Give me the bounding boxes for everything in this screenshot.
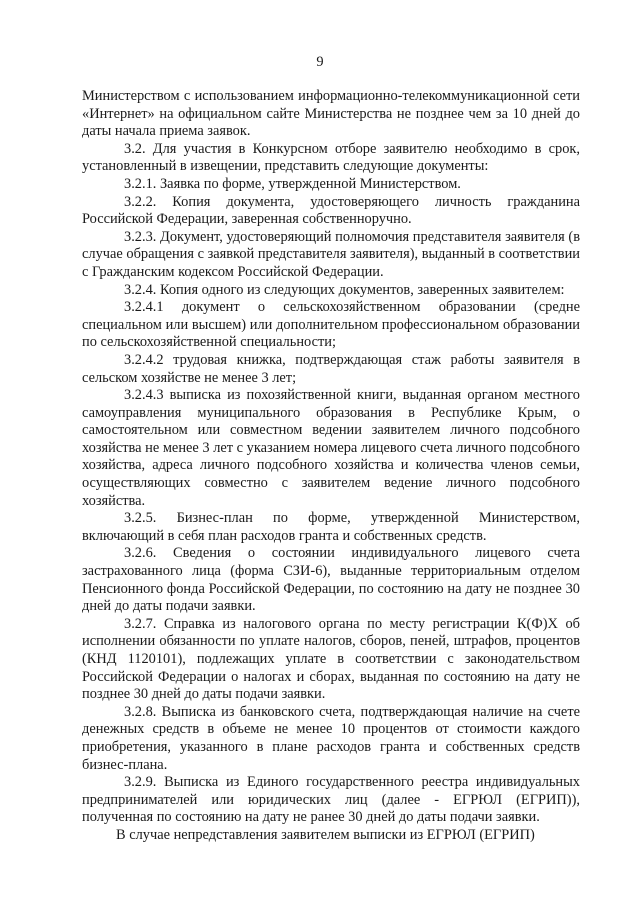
paragraph: 3.2.4.2 трудовая книжка, подтверждающая стаж работы заявителя в сельском хозяйстве не менее 3 лет;: [82, 351, 580, 386]
paragraph: 3.2.4. Копия одного из следующих документов, заверенных заявителем:: [124, 281, 565, 298]
paragraph: 3.2.1. Заявка по форме, утвержденной Министерством.: [124, 175, 461, 192]
paragraph: 3.2.5. Бизнес-план по форме, утвержденной Министерством, включающий в себя план расходов гранта и собственных средств.: [82, 510, 580, 544]
paragraph: 3.2.2. Копия документа, удостоверяющего личность гражданина Российской Федерации, заверенная собственноручно.: [82, 193, 580, 228]
paragraph: 3.2. Для участия в Конкурсном отборе заявителю необходимо в срок, установленный в извещении, представить следующие документы:: [82, 140, 580, 175]
document-body: [82, 88, 580, 845]
paragraph: В случае непредставления заявителем выписки из ЕГРЮЛ (ЕГРИП): [116, 826, 535, 843]
paragraph: 3.2.3. Документ, удостоверяющий полномочия представителя заявителя (в случае обращения с заявкой представителя заявителя), выданный в соответствии с Гражданским кодексом Российской Федерации.: [82, 228, 580, 280]
page-number: 9: [316, 54, 324, 70]
paragraph: 3.2.8. Выписка из банковского счета, подтверждающая наличие на счете денежных средств в объеме не менее 10 процентов от стоимости каждого приобретения, указанного в плане расходов гранта и собственных средств бизнес-плана.: [82, 703, 580, 773]
paragraph: Министерством с использованием информационно-телекоммуникационной сети «Интернет» на официальном сайте Министерства не позднее чем за 10 дней до даты начала приема заявок.: [82, 88, 580, 140]
paragraph: 3.2.7. Справка из налогового органа по месту регистрации К(Ф)Х об исполнении обязанности по уплате налогов, сборов, пеней, штрафов, процентов (КНД 1120101), подлежащих уплате в соответствии с законодательством Российской Федерации о налогах и сборах, выданная по состоянию на дату не позднее 30 дней до даты подачи заявки.: [82, 615, 580, 703]
paragraph: 3.2.6. Сведения о состоянии индивидуального лицевого счета застрахованного лица (форма СЗИ-6), выданные территориальным отделом Пенсионного фонда Российской Федерации, по состоянию на дату не позднее 30 дней до даты подачи заявки.: [82, 545, 580, 615]
paragraph: 3.2.4.1 документ о сельскохозяйственном образовании (средне специальном или высшем) или дополнительном профессиональном образовании по сельскохозяйственной специальности;: [82, 299, 580, 351]
paragraph: 3.2.4.3 выписка из похозяйственной книги, выданная органом местного самоуправления муниципального образования в Республике Крым, о самостоятельном или совместном ведении заявителем личного подсобного хозяйства не менее 3 лет с указанием номера лицевого счета личного подсобного хозяйства, адреса личного подсобного хозяйства и количества членов семьи, осуществляющих совместно с заявителем ведение личного подсобного хозяйства.: [82, 387, 580, 509]
paragraph: 3.2.9. Выписка из Единого государственного реестра индивидуальных предпринимателей или юридических лиц (далее - ЕГРЮЛ (ЕГРИП)), полученная по состоянию на дату не ранее 30 дней до даты подачи заявки.: [82, 774, 580, 826]
